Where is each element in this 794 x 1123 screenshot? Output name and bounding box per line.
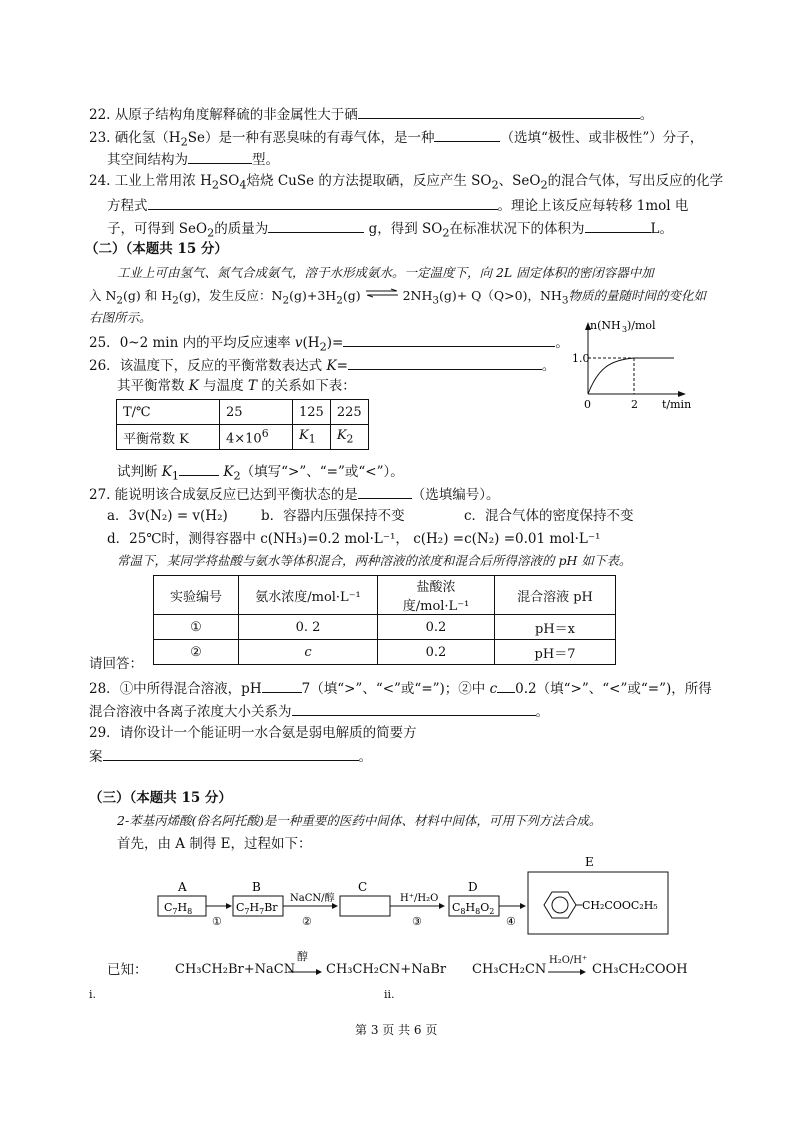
question-24-line3 xyxy=(107,218,673,243)
q27-option-b: b．容器内压强保持不变 xyxy=(261,508,405,524)
benzene-ring-icon xyxy=(544,892,576,918)
section-2-title: （二）（本题共 15 分） xyxy=(85,241,228,257)
q24-sub1: 2 xyxy=(211,178,220,192)
table-cell xyxy=(293,425,331,450)
q24-sub2: 4 xyxy=(239,178,247,192)
judge-k1: K xyxy=(161,464,172,480)
question-26-judge xyxy=(117,461,404,486)
step-3: ③ xyxy=(412,915,422,928)
arrow-1-icon xyxy=(288,969,324,975)
q26-line2b: 与温度 xyxy=(198,378,248,394)
reagent-3: H⁺/H₂O xyxy=(400,893,439,904)
graph-ylabel-sub: 3 xyxy=(622,325,628,334)
table-cell: c xyxy=(239,640,378,665)
q24-equation-blank[interactable] xyxy=(148,195,498,210)
intro2-sub1: 2 xyxy=(116,294,124,307)
intro2-c: (g)，发生反应：N xyxy=(178,288,283,303)
q26-line2: 其平衡常数 xyxy=(117,378,189,394)
intro2-h: 物质的量随时间的变化如 xyxy=(568,288,706,303)
q24-volume-blank[interactable] xyxy=(585,218,651,233)
q23-number: 23. xyxy=(89,130,111,146)
k-value: 4×10 xyxy=(226,431,262,447)
q25-eq: )= xyxy=(326,335,344,351)
q28-number: 28． xyxy=(89,681,120,697)
known-eq2-right: CH₃CH₂COOH xyxy=(592,962,688,977)
q24-line3-b: 的质量为 xyxy=(214,221,269,237)
q25-text: 0~2 min 内的平均反应速率 xyxy=(119,335,295,351)
q23-polarity-blank[interactable] xyxy=(434,127,500,142)
q23-line2-text: 其空间结构为 xyxy=(107,152,188,168)
table-cell: 225 xyxy=(330,400,368,425)
q23-text-b: Se）是一种有恶臭味的有毒气体，是一种 xyxy=(187,130,435,146)
label-a: A xyxy=(178,880,187,894)
q28-d: 0.2（填“>”、“<”或“=”)，所得 xyxy=(515,681,712,697)
q24-line3-e: L。 xyxy=(650,221,673,237)
nh3-time-graph xyxy=(570,318,700,418)
q26-line2c: 的关系如下表： xyxy=(257,378,356,394)
q27-intro: 常温下，某同学将盐酸与氨水等体积混合，两种溶液的浓度和混合后所得溶液的 pH 如下表。 xyxy=(117,553,632,568)
label-e: E xyxy=(585,855,594,869)
question-23 xyxy=(89,127,703,152)
reagent-2: NaCN/醇 xyxy=(290,893,335,904)
k2-sub: 2 xyxy=(346,432,354,446)
q29-answer-blank[interactable] xyxy=(103,746,359,761)
graph-origin: 0 xyxy=(584,398,591,411)
table-cell: 25 xyxy=(220,400,293,425)
q26-expression-blank[interactable] xyxy=(348,355,542,370)
question-26 xyxy=(89,355,555,375)
q26-k: K xyxy=(326,358,337,374)
q22-text: 从原子结构角度解释硫的非金属性大于硒 xyxy=(114,107,358,123)
table-cell: T/℃ xyxy=(117,400,220,425)
synthesis-scheme xyxy=(150,852,690,937)
q25-rate-blank[interactable] xyxy=(343,332,555,347)
judge-s2: 2 xyxy=(233,469,241,483)
q25-dot: 。 xyxy=(555,335,569,351)
table-cell: 实验编号 xyxy=(154,576,239,615)
label-b: B xyxy=(252,880,261,894)
step-1: ① xyxy=(212,915,222,928)
q26-text: 该温度下，反应的平衡常数表达式 xyxy=(119,358,327,374)
table-row xyxy=(154,576,616,615)
intro2-sub2: 2 xyxy=(172,294,179,307)
q28-line2b: 。 xyxy=(535,704,549,720)
table-cell: 0.2 xyxy=(378,615,495,640)
question-28 xyxy=(89,678,712,698)
q26-eq: = xyxy=(336,358,348,374)
q26-dot: 。 xyxy=(541,358,556,374)
q23-text-c: （选填“极性、或非极性”）分子， xyxy=(500,130,704,146)
k2: K xyxy=(336,428,347,444)
table-cell: 平衡常数 K xyxy=(117,425,220,450)
mixing-experiment-table xyxy=(153,575,616,665)
q24-text-b: SO xyxy=(219,173,240,189)
q29-line2b: 。 xyxy=(358,749,372,765)
q27-answer-blank[interactable] xyxy=(358,484,412,499)
known-eq2-left: CH₃CH₂CN xyxy=(472,962,547,977)
section-2-intro-1: 工业上可由氢气、氮气合成氨气，溶于水形成氨水。一定温度下，向 2L 固定体积的密闭容器中加 xyxy=(117,265,654,280)
q25-h: (H xyxy=(302,335,320,351)
graph-ylabel: n(NH xyxy=(590,319,621,332)
q27-number: 27. xyxy=(89,487,111,503)
judge-a: 试判断 xyxy=(117,464,162,480)
label-d: D xyxy=(468,880,478,894)
table-cell: 氨水浓度/mol·L⁻¹ xyxy=(239,576,378,615)
known-ii: ii. xyxy=(384,988,395,1001)
q28-ph-blank[interactable] xyxy=(262,678,302,693)
table-cell: 盐酸浓度/mol·L⁻¹ xyxy=(378,576,495,615)
intro2-d: (g)+3H xyxy=(289,288,337,303)
q26-compare-blank[interactable] xyxy=(179,461,219,476)
intro2-sub3: 2 xyxy=(282,294,290,307)
q27-option-c: c．混合气体的密度保持不变 xyxy=(464,508,634,524)
q23-shape-blank[interactable] xyxy=(188,149,252,164)
box-c xyxy=(340,896,390,916)
k-exp: 6 xyxy=(261,427,269,441)
intro2-a: 入 N xyxy=(89,288,117,303)
k1-sub: 1 xyxy=(308,432,316,446)
q24-line3-a: 子，可得到 SeO xyxy=(107,221,208,237)
question-25 xyxy=(89,332,569,357)
table-row xyxy=(117,425,369,450)
q24-text-e: 的混合气体，写出反应的化学 xyxy=(547,173,724,189)
q23-line2-end: 型。 xyxy=(252,152,279,168)
q29-text: 请你设计一个能证明一水合氨是弱电解质的简要方 xyxy=(119,725,417,741)
q26-number: 26． xyxy=(89,358,120,374)
graph-ytick: 1.0 xyxy=(572,352,590,365)
intro2-f: 2NH xyxy=(402,288,433,303)
k1: K xyxy=(299,428,309,444)
intro2-b: (g) 和 H xyxy=(123,288,173,303)
q25-number: 25． xyxy=(89,335,120,351)
intro2-g: (g)+ Q（Q>0)，NH xyxy=(438,288,562,303)
q27-text: 能说明该合成氨反应已达到平衡状态的是 xyxy=(114,487,358,503)
known-eq1-left: CH₃CH₂Br+NaCN xyxy=(175,962,296,977)
judge-b: （填写“>”、“=”或“<”）。 xyxy=(240,464,404,480)
table-row xyxy=(117,400,369,425)
k-temperature-table xyxy=(116,399,369,450)
known-i: i. xyxy=(89,988,97,1001)
q24-text-c: 焙烧 CuSe 的方法提取硒，反应产生 SO xyxy=(246,173,492,189)
q24-line2-end: 。理论上该反应每转移 1mol 电 xyxy=(497,198,689,214)
table-cell: pH＝x xyxy=(495,615,616,640)
question-28-line2 xyxy=(89,701,549,721)
q24-text-d: 、SeO xyxy=(498,173,541,189)
question-27 xyxy=(89,484,500,504)
table-cell: ① xyxy=(154,615,239,640)
formula-b: $C_7H_7Br$ xyxy=(236,901,278,916)
graph-xlabel: t/min xyxy=(662,398,692,411)
section-3-title: （三）（本题共 15 分） xyxy=(89,790,232,806)
q27-end: （选填编号）。 xyxy=(411,487,500,503)
q28-ion-blank[interactable] xyxy=(292,701,536,716)
q24-number: 24. xyxy=(89,173,111,189)
intro2-e: (g) xyxy=(342,288,361,303)
question-29 xyxy=(89,724,417,742)
question-24-line2 xyxy=(107,195,688,215)
table-cell: 0.2 xyxy=(378,640,495,665)
known-eq2-cond: H₂O/H⁺ xyxy=(549,955,588,966)
section-2-intro-2 xyxy=(89,287,706,310)
section-3-intro-1: 2-苯基丙烯酸(俗名阿托酸)是一种重要的医药中间体、材料中间体，可用下列方法合成。 xyxy=(117,813,602,828)
q28-b: 7（填“>”、“<”或“=”)；②中 xyxy=(301,681,490,697)
q24-line3-d: 在标准状况下的体积为 xyxy=(449,221,585,237)
table-cell: 混合溶液 pH xyxy=(495,576,616,615)
table-cell: 0. 2 xyxy=(239,615,378,640)
known-label: 已知： xyxy=(107,962,148,978)
q29-line2a: 案 xyxy=(89,749,103,765)
q22-answer-blank[interactable] xyxy=(358,104,640,119)
q24-text-a: 工业上常用浓 H xyxy=(114,173,212,189)
page-footer: 第 3 页 共 6 页 xyxy=(355,1023,438,1037)
formula-a: $C_7H_8$ xyxy=(164,901,193,916)
q24-sub3: 2 xyxy=(491,178,499,192)
q26-t: T xyxy=(247,378,257,394)
q28-line2a: 混合溶液中各离子浓度大小关系为 xyxy=(89,704,292,720)
q27-option-d: d．25℃时，测得容器中 c(NH₃)=0.2 mol·L⁻¹， c(H₂) =c(N₂) =0.01 mol·L⁻¹ xyxy=(107,531,601,547)
table-cell xyxy=(330,425,368,450)
formula-d: $C_8H_8O_2$ xyxy=(452,901,495,916)
answer-prompt: 请回答： xyxy=(89,656,143,672)
q24-mass-blank[interactable] xyxy=(268,218,364,233)
q28-a: ①中所得混合溶液，pH xyxy=(119,681,262,697)
section-2-intro-3: 右图所示。 xyxy=(89,310,152,325)
equilibrium-arrow-icon xyxy=(365,284,399,302)
section-3-intro-2: 首先，由 A 制得 E，过程如下： xyxy=(117,836,312,852)
intro2-sub5: 3 xyxy=(432,294,439,307)
q23-text-a: 硒化氢（H xyxy=(114,130,181,146)
step-2: ② xyxy=(302,915,312,928)
table-cell: ② xyxy=(154,640,239,665)
table-cell: pH＝7 xyxy=(495,640,616,665)
graph-xtick: 2 xyxy=(631,398,638,411)
q28-c-blank[interactable] xyxy=(497,678,515,693)
label-c: C xyxy=(358,880,368,894)
question-22 xyxy=(89,104,653,124)
question-26-line2 xyxy=(117,377,356,395)
question-29-line2 xyxy=(89,746,372,766)
question-24 xyxy=(89,172,723,195)
q25-sub: 2 xyxy=(319,340,327,354)
table-cell xyxy=(220,425,293,450)
table-cell: 125 xyxy=(293,400,331,425)
judge-k2: K xyxy=(223,464,234,480)
intro2-sub4: 2 xyxy=(336,294,343,307)
judge-s1: 1 xyxy=(171,469,180,483)
q24-line3-c: g，得到 SO xyxy=(368,221,443,237)
q22-end: 。 xyxy=(639,107,654,123)
q24-line3-sub2: 2 xyxy=(442,226,450,240)
known-eq1-cond: 醇 xyxy=(297,950,308,963)
q22-number: 22. xyxy=(89,107,111,123)
arrow-2-icon xyxy=(548,969,588,975)
q24-line3-sub: 2 xyxy=(207,226,215,240)
intro2-sub6: 3 xyxy=(561,294,569,307)
known-eq1-right: CH₃CH₂CN+NaBr xyxy=(326,962,447,977)
step-4: ④ xyxy=(506,915,516,928)
q25-v: v xyxy=(294,335,303,351)
table-row xyxy=(154,640,616,665)
q23-sub: 2 xyxy=(180,135,188,149)
table-row xyxy=(154,615,616,640)
question-23-line2 xyxy=(107,149,279,169)
graph-ylabel-end: )/mol xyxy=(627,319,656,332)
q29-number: 29． xyxy=(89,725,120,741)
q27-option-a: a．3v(N₂) = v(H₂) xyxy=(107,508,228,524)
formula-e: CH₂COOC₂H₅ xyxy=(582,899,658,912)
q26-k2: K xyxy=(188,378,199,394)
q24-sub4: 2 xyxy=(540,178,548,192)
q28-c: c xyxy=(489,681,498,697)
q24-line2-text: 方程式 xyxy=(107,198,148,214)
